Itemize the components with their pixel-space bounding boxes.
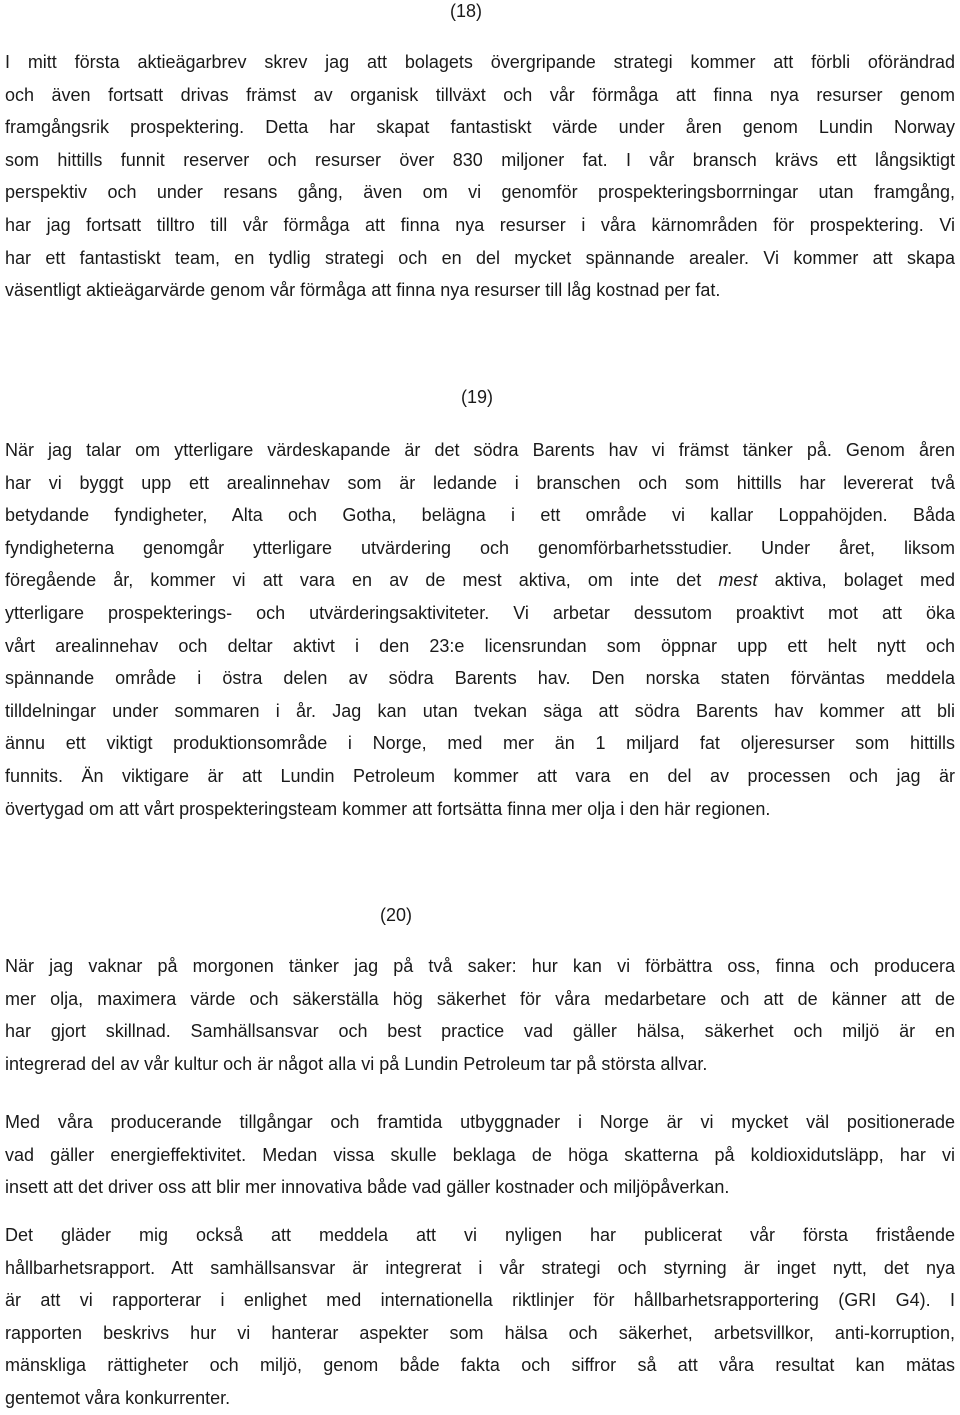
text-line: rapporten beskrivs hur vi hanterar aspekter som hälsa och säkerhet, arbetsvillkor, anti-korruption, — [5, 1322, 955, 1343]
paragraph-20-3 — [5, 1219, 955, 1415]
text-line: har vi byggt upp ett arealinnehav som är ledande i branschen och som hittills har levererat två — [5, 472, 955, 493]
text-line: betydande fyndigheter, Alta och Gotha, belägna i ett område vi kallar Loppahöjden. Båda — [5, 505, 955, 526]
text-line-part: föregående år, kommer vi att vara en av de mest aktiva, om inte det mest aktiva, bolaget med — [5, 570, 955, 591]
text-line: ännu ett viktigt produktionsområde i Norge, med mer än 1 miljard fat oljeresurser som hittills — [5, 733, 955, 754]
text-line: Det gläder mig också att meddela att vi nyligen har publicerat vår första fristående — [5, 1225, 955, 1245]
paragraph-19-1 — [5, 434, 955, 825]
text-line: har gjort skillnad. Samhällsansvar och best practice vad gäller hälsa, säkerhet och miljö är en — [5, 1021, 955, 1042]
text-line: tilldelningar under sommaren i år. Jag kan utan tvekan säga att södra Barents hav kommer att bli — [5, 700, 955, 721]
text-line: insett att det driver oss att blir mer innovativa både vad gäller kostnader och miljöpåverkan. — [5, 1177, 730, 1198]
paragraph-18-1 — [5, 46, 955, 307]
text-line: som hittills funnit reserver och resurser över 830 miljoner fat. I vår bransch krävs ett långsiktigt — [5, 149, 955, 170]
text-line: väsentligt aktieägarvärde genom vår förmåga att finna nya resurser till låg kostnad per fat. — [5, 280, 721, 301]
text-line: hållbarhetsrapport. Att samhällsansvar är integrerat i vår strategi och styrning är inget nytt, det nya — [5, 1257, 955, 1278]
text-line: När jag vaknar på morgonen tänker jag på två saker: hur kan vi förbättra oss, finna och producera — [5, 956, 955, 976]
text-line: vad gäller energieffektivitet. Medan vissa skulle beklaga de höga skatterna på koldioxidutsläpp, har vi — [5, 1144, 955, 1165]
text-line: ytterligare prospekterings- och utvärderingsaktiviteter. Vi arbetar dessutom proaktivt mot att öka — [5, 602, 955, 623]
text-line: funnits. Än viktigare är att Lundin Petroleum kommer att vara en del av processen och jag är — [5, 765, 955, 786]
paragraph-20-1 — [5, 950, 955, 1080]
section-number-18: (18) — [450, 1, 483, 21]
text-line: När jag talar om ytterligare värdeskapande är det södra Barents hav vi främst tänker på. Genom åren — [5, 440, 955, 460]
text-line: spännande område i östra delen av södra Barents hav. Den norska staten förväntas meddela — [5, 668, 955, 689]
text-line: gentemot våra konkurrenter. — [5, 1387, 231, 1408]
section-number-19: (19) — [461, 387, 494, 407]
paragraph-20-2 — [5, 1106, 955, 1204]
text-line — [5, 564, 955, 597]
emphasis: mest — [718, 570, 758, 591]
text-line: fyndigheterna genomgår ytterligare utvärdering och genomförbarhetsstudier. Under året, liksom — [5, 537, 955, 558]
text-line: framgångsrik prospektering. Detta har skapat fantastiskt värde under åren genom Lundin Norway — [5, 117, 955, 138]
text-line: perspektiv och under resans gång, även om vi genomför prospekteringsborrningar utan framgång, — [5, 182, 955, 203]
text-line: I mitt första aktieägarbrev skrev jag att bolagets övergripande strategi kommer att förbli oförändrad — [5, 52, 955, 72]
text-line: övertygad om att vårt prospekteringsteam kommer att fortsätta finna mer olja i den här regionen. — [5, 798, 771, 819]
text-line: och även fortsatt drivas främst av organisk tillväxt och vår förmåga att finna nya resurser genom — [5, 84, 955, 105]
text-line: mänskliga rättigheter och miljö, genom både fakta och siffror så att våra resultat kan mätas — [5, 1355, 955, 1376]
text-line: Med våra producerande tillgångar och framtida utbyggnader i Norge är vi mycket väl positionerade — [5, 1112, 955, 1132]
text-line: har ett fantastiskt team, en tydlig strategi och en del mycket spännande arealer. Vi kommer att skapa — [5, 247, 955, 268]
text-line: är att vi rapporterar i enlighet med internationella riktlinjer för hållbarhetsrapportering (GRI G4). I — [5, 1290, 955, 1311]
text-line: mer olja, maximera värde och säkerställa hög säkerhet för våra medarbetare och att de känner att de — [5, 988, 955, 1009]
text-line: integrerad del av vår kultur och är något alla vi på Lundin Petroleum tar på största allvar. — [5, 1053, 708, 1074]
text-line: har jag fortsatt tilltro till vår förmåga att finna nya resurser i våra kärnområden för prospektering. Vi — [5, 214, 955, 235]
text-line: vårt arealinnehav och deltar aktivt i den 23:e licensrundan som öppnar upp ett helt nytt och — [5, 635, 955, 656]
section-number-20: (20) — [380, 905, 413, 925]
